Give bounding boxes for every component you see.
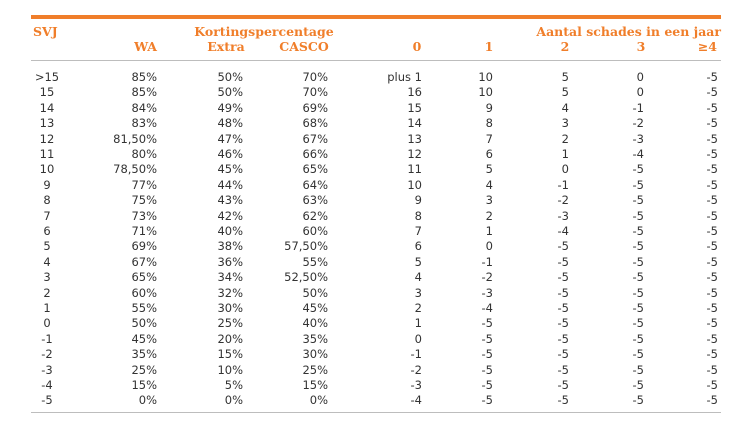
cell-extra: 47% <box>217 131 243 146</box>
cell-casco: 63% <box>302 193 328 208</box>
cell-c3: -5 <box>632 162 644 177</box>
cell-c2: -5 <box>557 285 569 300</box>
cell-c0: 16 <box>407 85 422 100</box>
cell-c2: -5 <box>557 347 569 362</box>
cell-c3: -5 <box>632 270 644 285</box>
cell-c1: 8 <box>485 116 493 131</box>
cell-wa: 0% <box>138 393 157 408</box>
cell-c4: -5 <box>706 162 718 177</box>
cell-c3: 0 <box>636 85 644 100</box>
header-kortingspercentage: Kortingspercentage <box>194 24 334 39</box>
cell-extra: 46% <box>217 147 243 161</box>
cell-c0: 5 <box>414 254 422 269</box>
table-row <box>0 209 736 224</box>
cell-svj: 4 <box>43 254 51 269</box>
cell-extra: 34% <box>217 270 243 285</box>
cell-c0: 0 <box>414 331 422 346</box>
cell-c1: 7 <box>485 131 493 146</box>
cell-c0: -3 <box>410 378 422 392</box>
cell-c4: -5 <box>706 208 718 223</box>
cell-c1: -5 <box>481 393 493 408</box>
cell-c3: -5 <box>632 208 644 223</box>
cell-c2: -5 <box>557 270 569 285</box>
cell-c3: -2 <box>632 116 644 131</box>
cell-c2: 0 <box>561 162 569 177</box>
cell-wa: 67% <box>131 254 157 269</box>
cell-c3: -3 <box>632 131 644 146</box>
cell-svj: 14 <box>39 100 55 115</box>
cell-c3: -5 <box>632 301 644 315</box>
cell-c0: 9 <box>414 193 422 208</box>
table-row <box>0 378 736 393</box>
cell-c4: -5 <box>706 147 718 161</box>
cell-c0: -2 <box>410 362 422 377</box>
cell-c2: -5 <box>557 239 569 254</box>
cell-c4: -5 <box>706 100 718 115</box>
table-row <box>0 301 736 316</box>
cell-c3: 0 <box>636 70 644 84</box>
cell-extra: 38% <box>217 239 243 254</box>
table-row <box>0 270 736 285</box>
cell-c2: -5 <box>557 254 569 269</box>
cell-casco: 69% <box>302 100 328 115</box>
cell-casco: 70% <box>302 70 328 84</box>
cell-wa: 78,50% <box>113 162 157 177</box>
table-row <box>0 132 736 147</box>
cell-c3: -5 <box>632 239 644 254</box>
cell-casco: 68% <box>302 116 328 131</box>
cell-c4: -5 <box>706 270 718 285</box>
cell-c3: -5 <box>632 331 644 346</box>
cell-extra: 5% <box>224 378 243 392</box>
cell-svj: 12 <box>39 131 55 146</box>
cell-wa: 55% <box>131 301 157 315</box>
cell-extra: 30% <box>217 301 243 315</box>
cell-c0: 8 <box>414 208 422 223</box>
cell-c0: 1 <box>414 316 422 331</box>
cell-c0: 2 <box>414 301 422 315</box>
table-row <box>0 316 736 331</box>
cell-svj: 6 <box>43 224 51 238</box>
cell-casco: 52,50% <box>284 270 328 285</box>
cell-c2: -3 <box>557 208 569 223</box>
cell-c1: -5 <box>481 378 493 392</box>
cell-c1: -5 <box>481 331 493 346</box>
cell-c4: -5 <box>706 347 718 362</box>
header-divider <box>31 60 721 61</box>
header-claims-3: 3 <box>636 39 646 54</box>
cell-c2: 2 <box>561 131 569 146</box>
cell-c4: -5 <box>706 393 718 408</box>
cell-c0: 15 <box>407 100 422 115</box>
cell-c1: -5 <box>481 362 493 377</box>
cell-c4: -5 <box>706 177 718 192</box>
cell-wa: 15% <box>131 378 157 392</box>
cell-casco: 64% <box>302 177 328 192</box>
cell-wa: 50% <box>131 316 157 331</box>
cell-casco: 70% <box>302 85 328 100</box>
cell-casco: 0% <box>309 393 328 408</box>
cell-c2: -5 <box>557 316 569 331</box>
cell-casco: 62% <box>302 208 328 223</box>
table-row <box>0 363 736 378</box>
cell-casco: 57,50% <box>284 239 328 254</box>
cell-wa: 71% <box>131 224 157 238</box>
cell-c3: -5 <box>632 393 644 408</box>
cell-extra: 32% <box>217 285 243 300</box>
cell-c3: -5 <box>632 347 644 362</box>
cell-c3: -5 <box>632 193 644 208</box>
cell-c3: -5 <box>632 177 644 192</box>
cell-c4: -5 <box>706 316 718 331</box>
cell-svj: 8 <box>43 193 51 208</box>
cell-c4: -5 <box>706 85 718 100</box>
cell-casco: 15% <box>302 378 328 392</box>
cell-svj: 0 <box>43 316 51 331</box>
cell-c2: 5 <box>561 70 569 84</box>
cell-wa: 73% <box>131 208 157 223</box>
cell-c3: -5 <box>632 285 644 300</box>
cell-c3: -4 <box>632 147 644 161</box>
cell-c2: -5 <box>557 331 569 346</box>
cell-c1: 9 <box>485 100 493 115</box>
cell-extra: 50% <box>217 85 243 100</box>
cell-c0: 3 <box>414 285 422 300</box>
cell-c1: 3 <box>485 193 493 208</box>
cell-c3: -1 <box>632 100 644 115</box>
table-row <box>0 147 736 162</box>
cell-c1: -1 <box>481 254 493 269</box>
cell-svj: 15 <box>39 85 55 100</box>
header-aantal-schades: Aantal schades in een jaar <box>536 24 721 39</box>
cell-extra: 49% <box>217 100 243 115</box>
cell-c4: -5 <box>706 116 718 131</box>
cell-c2: -5 <box>557 362 569 377</box>
cell-wa: 75% <box>131 193 157 208</box>
cell-c0: 6 <box>414 239 422 254</box>
cell-c1: 5 <box>485 162 493 177</box>
cell-svj: 2 <box>43 285 51 300</box>
cell-casco: 66% <box>302 147 328 161</box>
table-row <box>0 178 736 193</box>
table-row <box>0 224 736 239</box>
table-row <box>0 255 736 270</box>
header-wa: WA <box>134 39 157 54</box>
cell-wa: 45% <box>131 331 157 346</box>
cell-c0: -1 <box>410 347 422 362</box>
cell-c0: 10 <box>407 177 422 192</box>
cell-c4: -5 <box>706 331 718 346</box>
cell-c0: 7 <box>414 224 422 238</box>
cell-c4: -5 <box>706 254 718 269</box>
cell-extra: 45% <box>217 162 243 177</box>
cell-c1: -2 <box>481 270 493 285</box>
cell-c0: plus 1 <box>387 70 422 84</box>
cell-c0: 11 <box>407 162 422 177</box>
table-row <box>0 101 736 116</box>
cell-casco: 65% <box>302 162 328 177</box>
cell-extra: 48% <box>217 116 243 131</box>
cell-svj: 9 <box>43 177 51 192</box>
header-claims-4plus: ≥4 <box>697 39 717 54</box>
cell-casco: 67% <box>302 131 328 146</box>
cell-wa: 65% <box>131 270 157 285</box>
cell-c1: 10 <box>478 85 493 100</box>
cell-extra: 42% <box>217 208 243 223</box>
table-row <box>0 116 736 131</box>
header-claims-1: 1 <box>484 39 494 54</box>
cell-c3: -5 <box>632 362 644 377</box>
cell-svj: 7 <box>43 208 51 223</box>
cell-c1: -4 <box>481 301 493 315</box>
cell-c4: -5 <box>706 70 718 84</box>
cell-c1: -3 <box>481 285 493 300</box>
table-row <box>0 286 736 301</box>
cell-casco: 45% <box>302 301 328 315</box>
cell-c0: -4 <box>410 393 422 408</box>
cell-svj: 3 <box>43 270 51 285</box>
cell-svj: 1 <box>43 301 51 315</box>
cell-svj: >15 <box>34 70 60 84</box>
cell-c2: -4 <box>557 224 569 238</box>
cell-svj: -3 <box>41 362 53 377</box>
cell-c4: -5 <box>706 193 718 208</box>
cell-svj: 13 <box>39 116 55 131</box>
cell-c3: -5 <box>632 224 644 238</box>
cell-extra: 10% <box>217 362 243 377</box>
cell-wa: 77% <box>131 177 157 192</box>
table-row <box>0 193 736 208</box>
cell-casco: 35% <box>302 331 328 346</box>
table-row <box>0 85 736 100</box>
header-claims-0: 0 <box>412 39 422 54</box>
header-casco: CASCO <box>279 39 329 54</box>
cell-c1: -5 <box>481 347 493 362</box>
cell-c0: 13 <box>407 131 422 146</box>
cell-c1: 4 <box>485 177 493 192</box>
cell-extra: 44% <box>217 177 243 192</box>
cell-c0: 4 <box>414 270 422 285</box>
cell-c1: 1 <box>485 224 493 238</box>
cell-c3: -5 <box>632 316 644 331</box>
cell-svj: -5 <box>41 393 53 408</box>
cell-c1: 6 <box>485 147 493 161</box>
cell-c4: -5 <box>706 131 718 146</box>
cell-wa: 81,50% <box>113 131 157 146</box>
cell-extra: 40% <box>217 224 243 238</box>
cell-c4: -5 <box>706 362 718 377</box>
cell-wa: 85% <box>131 70 157 84</box>
cell-svj: -2 <box>41 347 53 362</box>
cell-c1: 2 <box>485 208 493 223</box>
cell-wa: 80% <box>131 147 157 161</box>
cell-c1: 0 <box>485 239 493 254</box>
cell-c2: -5 <box>557 378 569 392</box>
table-bottom-rule <box>31 412 721 413</box>
cell-c4: -5 <box>706 224 718 238</box>
cell-extra: 50% <box>217 70 243 84</box>
cell-c0: 14 <box>407 116 422 131</box>
cell-extra: 20% <box>217 331 243 346</box>
table-row <box>0 70 736 85</box>
header-claims-2: 2 <box>560 39 570 54</box>
cell-extra: 25% <box>217 316 243 331</box>
table-row <box>0 347 736 362</box>
table-row <box>0 239 736 254</box>
table-row <box>0 393 736 408</box>
cell-casco: 25% <box>302 362 328 377</box>
cell-wa: 35% <box>131 347 157 362</box>
cell-wa: 69% <box>131 239 157 254</box>
cell-c4: -5 <box>706 378 718 392</box>
cell-casco: 50% <box>302 285 328 300</box>
cell-c2: 5 <box>561 85 569 100</box>
cell-casco: 40% <box>302 316 328 331</box>
cell-svj: 11 <box>39 147 55 161</box>
cell-svj: -4 <box>41 378 53 392</box>
cell-casco: 55% <box>302 254 328 269</box>
cell-casco: 30% <box>302 347 328 362</box>
cell-extra: 0% <box>224 393 243 408</box>
cell-c4: -5 <box>706 285 718 300</box>
cell-wa: 60% <box>131 285 157 300</box>
cell-c2: 1 <box>561 147 569 161</box>
cell-c2: -5 <box>557 301 569 315</box>
table-row <box>0 162 736 177</box>
header-extra: Extra <box>207 39 245 54</box>
cell-c4: -5 <box>706 301 718 315</box>
cell-svj: 5 <box>43 239 51 254</box>
cell-casco: 60% <box>302 224 328 238</box>
cell-c1: 10 <box>478 70 493 84</box>
cell-extra: 43% <box>217 193 243 208</box>
table-row <box>0 332 736 347</box>
header-svj: SVJ <box>33 24 58 39</box>
cell-svj: -1 <box>41 331 53 346</box>
cell-c2: 4 <box>561 100 569 115</box>
cell-extra: 15% <box>217 347 243 362</box>
cell-c2: 3 <box>561 116 569 131</box>
cell-c2: -5 <box>557 393 569 408</box>
cell-c2: -1 <box>557 177 569 192</box>
cell-wa: 85% <box>131 85 157 100</box>
cell-wa: 83% <box>131 116 157 131</box>
table-top-bar <box>31 15 721 19</box>
cell-c4: -5 <box>706 239 718 254</box>
cell-wa: 25% <box>131 362 157 377</box>
cell-c3: -5 <box>632 254 644 269</box>
cell-c3: -5 <box>632 378 644 392</box>
cell-c0: 12 <box>407 147 422 161</box>
cell-svj: 10 <box>39 162 55 177</box>
cell-extra: 36% <box>217 254 243 269</box>
cell-c2: -2 <box>557 193 569 208</box>
cell-c1: -5 <box>481 316 493 331</box>
cell-wa: 84% <box>131 100 157 115</box>
